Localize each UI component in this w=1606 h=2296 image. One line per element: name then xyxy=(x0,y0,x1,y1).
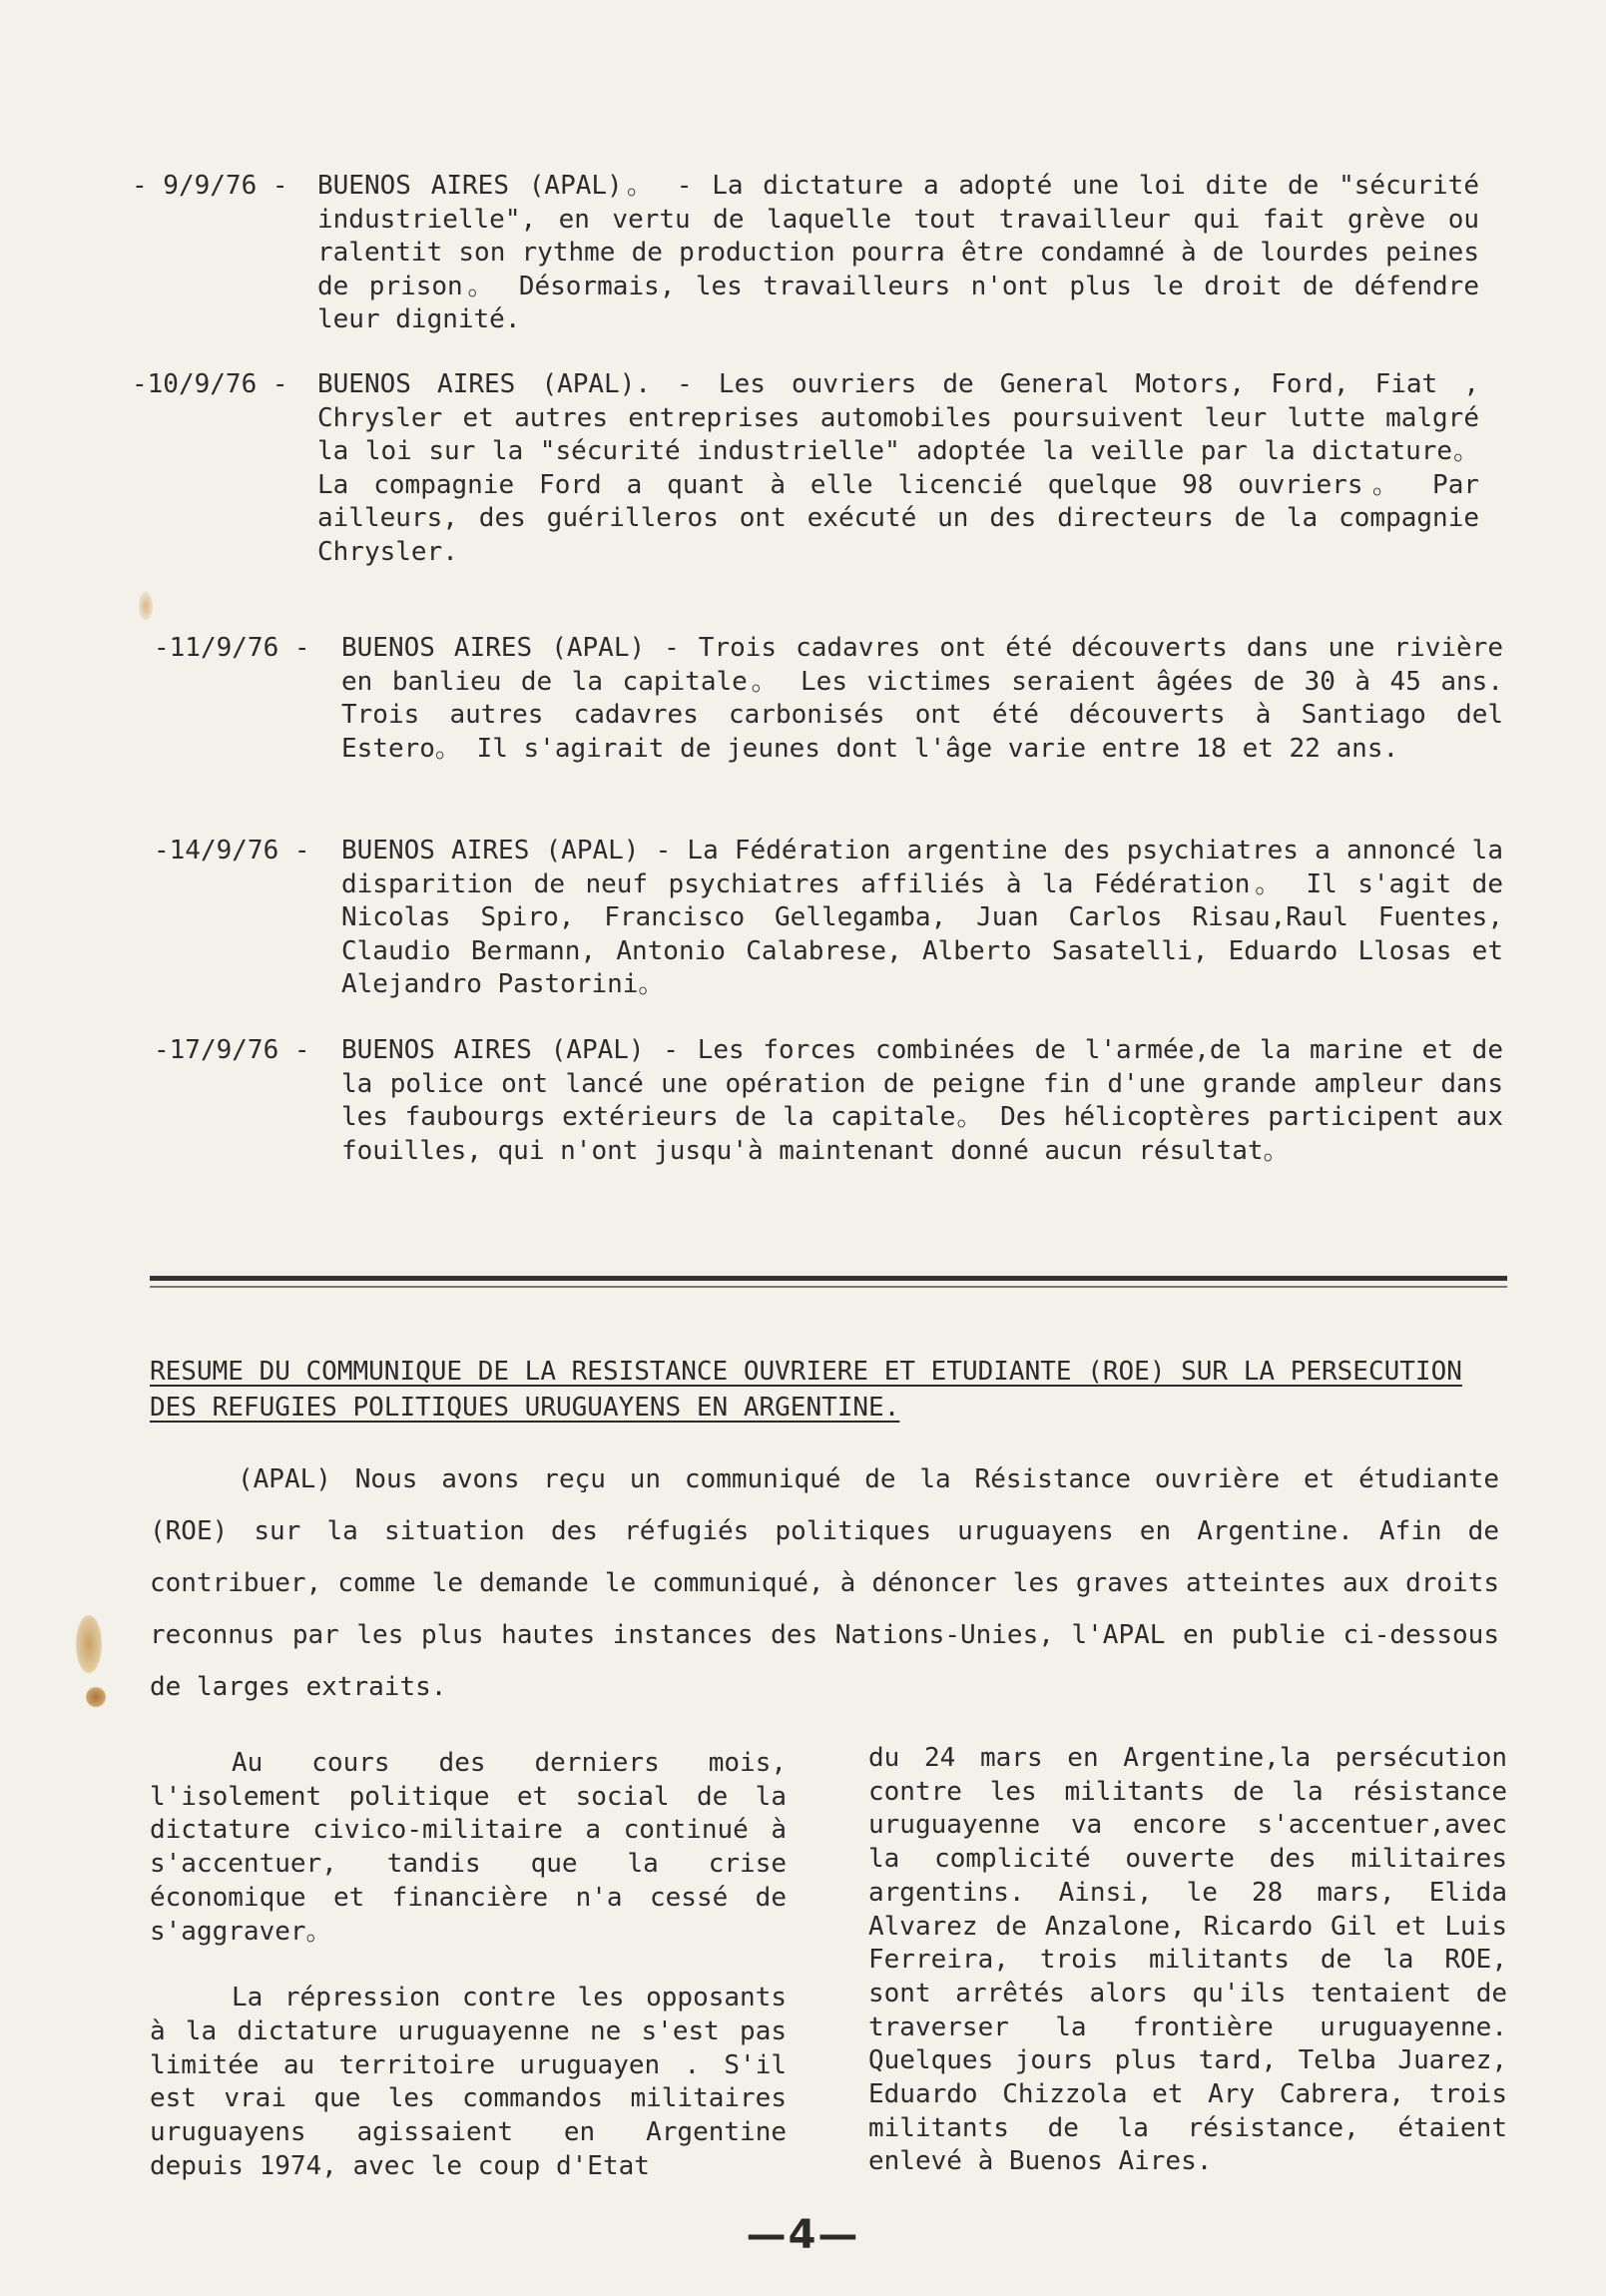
entry-text: BUENOS AIRES (APAL). - Les ouvriers de General Motors, Ford, Fiat , Chrysler et autres entreprises automobiles poursuivent leur lutte malgré la loi sur la "sécurité industrielle" adoptée la veille par la dictature。 La compagnie Ford a quant à elle licencié quelque 98 ouvriers。 Par ailleurs, des guérilleros ont exécuté un des directeurs de la compagnie Chrysler. xyxy=(317,369,1479,567)
entry-date: - 9/9/76 - xyxy=(132,171,288,201)
left-paragraph: La répression contre les opposants à la dictature uruguayenne ne s'est pas limitée au territoire uruguayen . S'il est vrai que les commandos militaires uruguayens agissaient en Argentine depuis 1974, avec le coup d'Etat xyxy=(150,1983,787,2181)
section-divider xyxy=(150,1276,1507,1281)
entry-text: BUENOS AIRES (APAL)。 - La dictature a adopté une loi dite de "sécurité industrielle", en vertu de laquelle tout travailleur qui fait grève ou ralentit son rythme de production pourra être condamné à de lourdes peines de prison。 Désormais, les travailleurs n'ont plus le droit de défendre leur dignité. xyxy=(317,171,1479,334)
paper-stain xyxy=(76,1615,102,1673)
entry-text: BUENOS AIRES (APAL) - La Fédération argentine des psychiatres a annoncé la disparition de neuf psychiatres affiliés à la Fédération。 Il s'agit de Nicolas Spiro, Francisco Gellegamba, Juan Carlos Risau,Raul Fuentes, Claudio Bermann, Antonio Calabrese, Alberto Sasatelli, Eduardo Llosas et Alejandro Pastorini。 xyxy=(341,836,1503,999)
left-paragraph: Au cours des derniers mois, l'isolement politique et social de la dictature civico-militaire a continué à s'accentuer, tandis que la crise économique et financière n'a cessé de s'aggraver。 xyxy=(150,1748,787,1947)
left-column xyxy=(150,1747,787,2183)
entry-text: BUENOS AIRES (APAL) - Les forces combinées de l'armée,de la marine et de la police ont lancé une opération de peigne fin d'une grande ampleur dans les faubourgs extérieurs de la capitale。 Des hélicoptères participent aux fouilles, qui n'ont jusqu'à maintenant donné aucun résultat。 xyxy=(341,1035,1503,1166)
section-heading: RESUME DU COMMUNIQUE DE LA RESISTANCE OUVRIERE ET ETUDIANTE (ROE) SUR LA PERSECUTION DES REFUGIES POLITIQUES URUGUAYENS EN ARGENTINE. xyxy=(150,1357,1462,1423)
page-number: —4— xyxy=(746,2212,860,2258)
entry-text: BUENOS AIRES (APAL) - Trois cadavres ont été découverts dans une rivière en banlieu de la capitale。 Les victimes seraient âgées de 30 à 45 ans. Trois autres cadavres carbonisés ont été découverts à Santiago del Estero。 Il s'agirait de jeunes dont l'âge varie entre 18 et 22 ans. xyxy=(341,633,1503,764)
entry-date: -17/9/76 - xyxy=(154,1035,310,1065)
right-paragraph: du 24 mars en Argentine,la persécution contre les militants de la résistance uruguayenne va encore s'accentuer,avec la complicité ouverte des militaires argentins. Ainsi, le 28 mars, Elida Alvarez de Anzalone, Ricardo Gil et Luis Ferreira, trois militants de la ROE, sont arrêtés alors qu'ils tentaient de traverser la frontière uruguayenne. Quelques jours plus tard, Telba Juarez, Eduardo Chizzola et Ary Cabrera, trois militants de la résistance, étaient enlevé à Buenos Aires. xyxy=(868,1743,1507,2177)
paper-stain xyxy=(86,1687,106,1707)
section-divider-thin xyxy=(150,1286,1507,1288)
entry-date: -10/9/76 - xyxy=(132,369,288,399)
entry-date: -11/9/76 - xyxy=(154,633,310,663)
paper-stain xyxy=(139,592,153,620)
intro-paragraph: (APAL) Nous avons reçu un communiqué de la Résistance ouvrière et étudiante (ROE) sur la situation des réfugiés politiques uruguayens en Argentine. Afin de contribuer, comme le demande le communiqué, à dénoncer les graves atteintes aux droits reconnus par les plus hautes instances des Nations-Unies, l'APAL en publie ci-dessous de larges extraits. xyxy=(150,1464,1499,1702)
right-column xyxy=(868,1742,1507,2179)
entry-date: -14/9/76 - xyxy=(154,836,310,865)
